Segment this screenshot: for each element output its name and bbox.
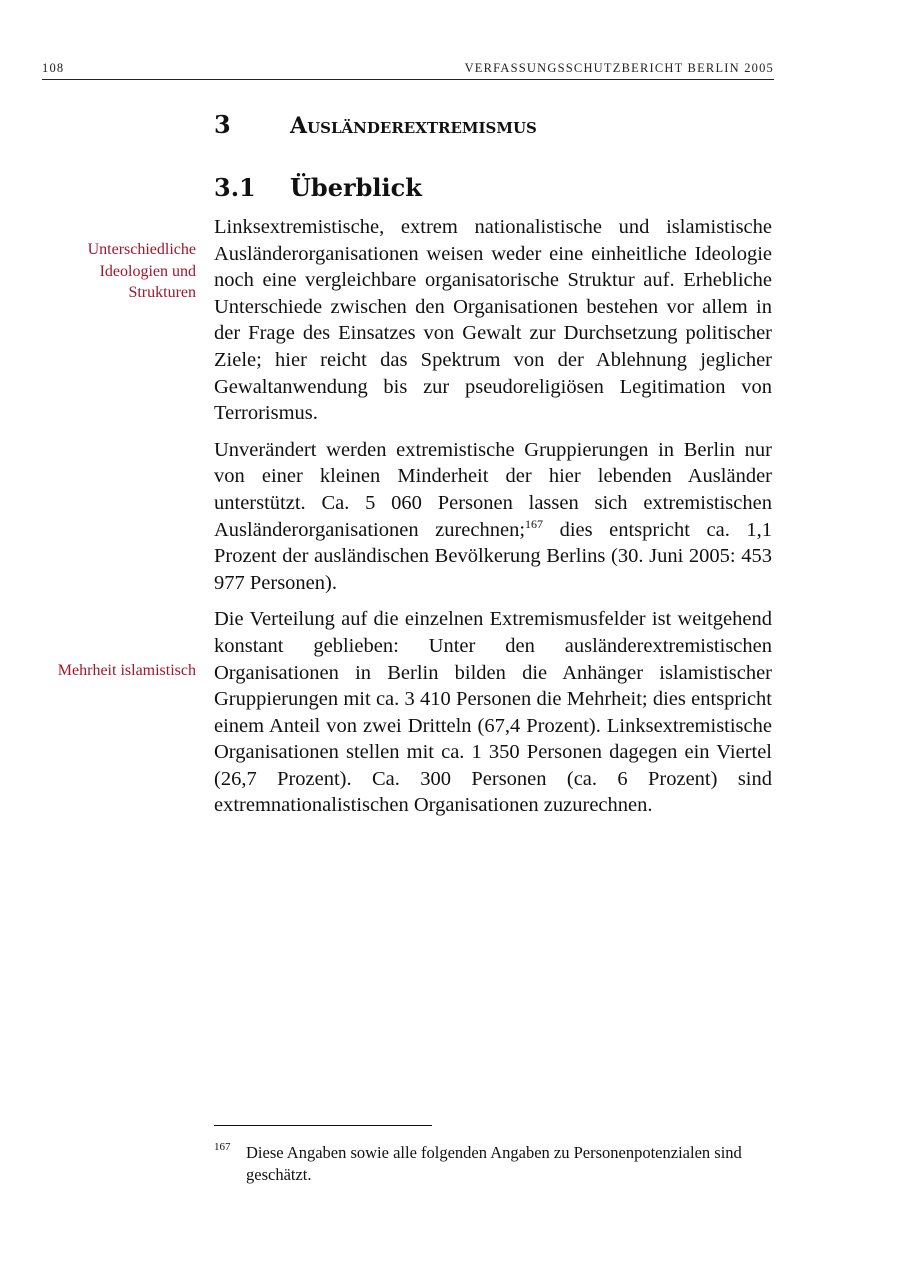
section-title: Überblick <box>290 173 422 202</box>
paragraph-distribution: Die Verteilung auf die einzelnen Extremismusfelder ist weitgehend konstant geblieben: Unter den ausländerextremistischen Organisationen in Berlin bilden die Anhänger islamistischer Gruppierungen mit ca. 3 410 Personen die Mehrheit; dies entspricht einem Anteil von zwei Dritteln (67,4 Prozent). Linksextremistische Organisationen stellen mit ca. 1 350 Personen dagegen ein Viertel (26,7 Prozent). Ca. 300 Personen (ca. 6 Prozent) sind extremnationalistischen Organisationen zuzurechnen. <box>214 608 772 817</box>
footnote-text: Diese Angaben sowie alle folgenden Angaben zu Personenpotenzialen sind geschätzt. <box>246 1143 742 1184</box>
section-heading <box>214 173 422 202</box>
paragraph-overview: Linksextremistische, extrem nationalistische und islamistische Ausländerorganisationen weisen weder eine einheitliche Ideologie noch eine vergleichbare organisatorische Struktur auf. Erhebliche Unterschiede zwischen den Organisationen bestehen vor allem in der Frage des Einsatzes von Gewalt zur Durchsetzung politischer Ziele; hier reicht das Spektrum von der Ablehnung jeglicher Gewaltanwendung bis zur pseudoreligiösen Legitimation von Terrorismus. <box>214 216 772 425</box>
running-title: VERFASSUNGSSCHUTZBERICHT BERLIN 2005 <box>464 61 774 75</box>
section-number: 3.1 <box>214 173 256 202</box>
margin-note-ideologies: Unterschiedliche Ideologien und Strukturen <box>87 241 196 301</box>
paragraph-support-text-before: Unverändert werden extremistische Gruppierungen in Berlin nur von einer kleinen Minderheit der hier lebenden Ausländer unterstützt. Ca. 5 060 Personen lassen sich extremistischen Ausländerorganisationen zurechnen; <box>214 438 772 541</box>
header-rule <box>42 79 774 80</box>
chapter-heading <box>214 110 537 139</box>
paragraph-support-text-after: dies entspricht ca. 1,1 Prozent der ausländischen Bevölkerung Berlins (30. Juni 2005: 453 977 Personen). <box>214 518 772 594</box>
margin-note-majority: Mehrheit islamistisch <box>57 662 196 679</box>
footnote-rule <box>214 1125 432 1126</box>
footnote-number: 167 <box>214 1141 231 1153</box>
footnote-reference[interactable]: 167 <box>525 516 544 531</box>
chapter-number: 3 <box>214 110 231 139</box>
paragraph-support <box>214 437 772 597</box>
page-number: 108 <box>42 61 65 75</box>
chapter-title: Ausländerextremismus <box>290 113 537 139</box>
footnote <box>214 1142 772 1185</box>
body-text <box>214 214 772 829</box>
